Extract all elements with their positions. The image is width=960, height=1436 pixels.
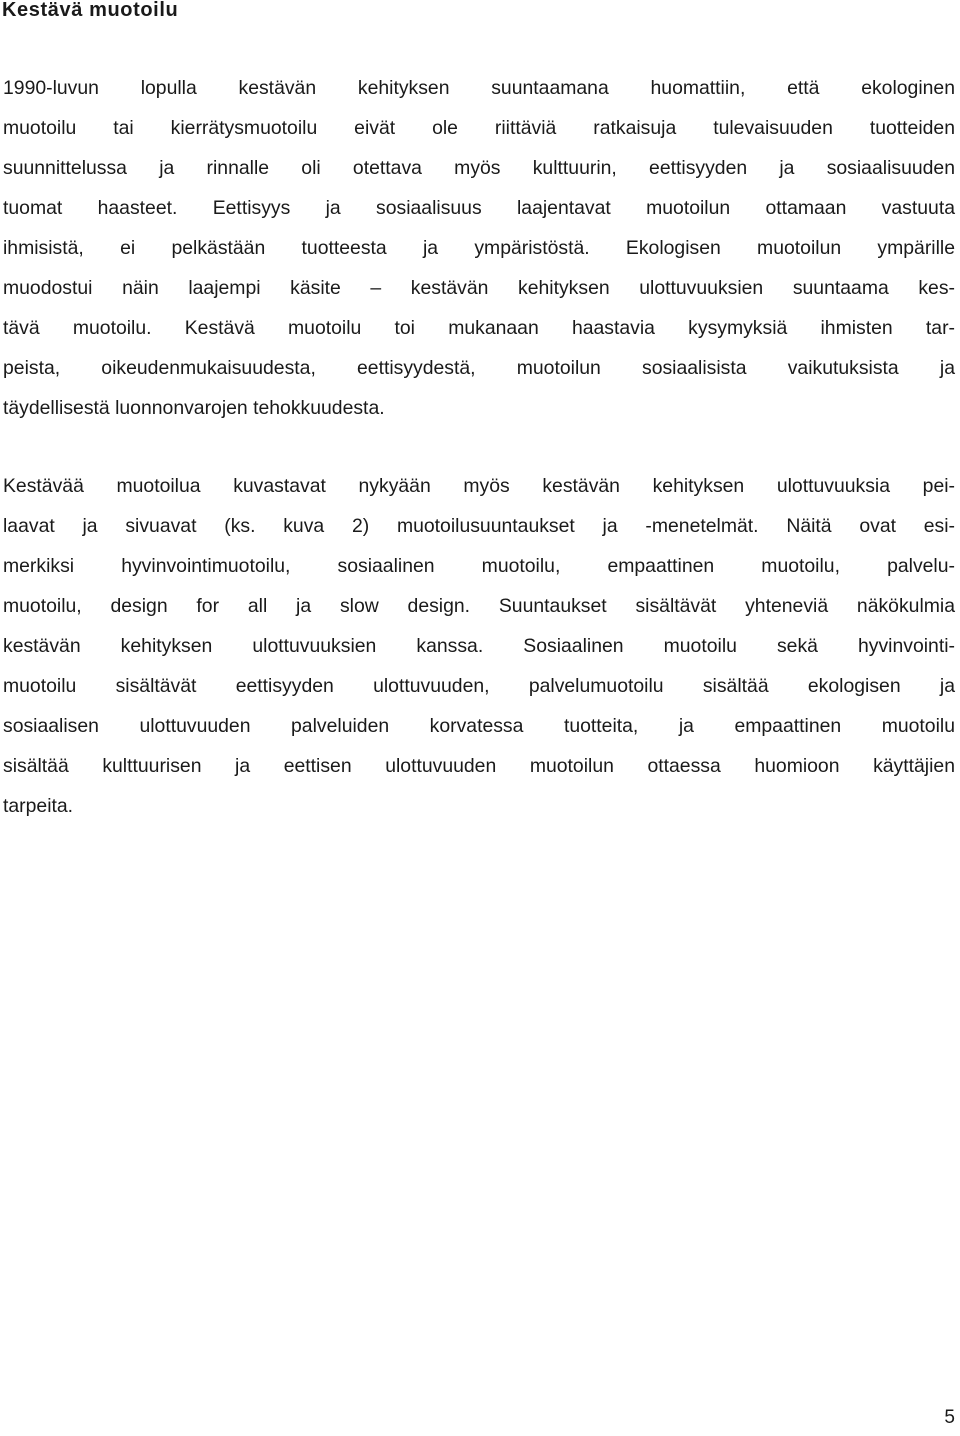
- section-heading: Kestävä muotoilu: [2, 0, 179, 21]
- text-line: tuomat haasteet. Eettisyys ja sosiaalisuus laajentavat muotoilun ottamaan vastuuta: [3, 197, 955, 219]
- paragraph-2: [3, 466, 955, 826]
- text-line: suunnittelussa ja rinnalle oli otettava myös kulttuurin, eettisyyden ja sosiaalisuuden: [3, 157, 955, 179]
- text-line: muodostui näin laajempi käsite – kestävän kehityksen ulottuvuuksien suuntaama kes-: [3, 277, 955, 299]
- paragraph-1: [3, 68, 955, 428]
- text-line: tävä muotoilu. Kestävä muotoilu toi mukanaan haastavia kysymyksiä ihmisten tar-: [3, 317, 955, 339]
- text-line: laavat ja sivuavat (ks. kuva 2) muotoilusuuntaukset ja -menetelmät. Näitä ovat esi-: [3, 515, 955, 537]
- text-line: muotoilu tai kierrätysmuotoilu eivät ole riittäviä ratkaisuja tulevaisuuden tuotteiden: [3, 117, 955, 139]
- page-number: 5: [944, 1407, 955, 1428]
- text-line: muotoilu sisältävät eettisyyden ulottuvuuden, palvelumuotoilu sisältää ekologisen ja: [3, 675, 955, 697]
- text-line: muotoilu, design for all ja slow design. Suuntaukset sisältävät yhteneviä näkökulmia: [3, 595, 955, 617]
- text-line: kestävän kehityksen ulottuvuuksien kanssa. Sosiaalinen muotoilu sekä hyvinvointi-: [3, 635, 955, 657]
- text-line: Kestävää muotoilua kuvastavat nykyään myös kestävän kehityksen ulottuvuuksia pei-: [3, 475, 955, 497]
- text-line: ihmisistä, ei pelkästään tuotteesta ja ympäristöstä. Ekologisen muotoilun ympärille: [3, 237, 955, 259]
- text-line: sisältää kulttuurisen ja eettisen ulottuvuuden muotoilun ottaessa huomioon käyttäjien: [3, 755, 955, 777]
- text-line: merkiksi hyvinvointimuotoilu, sosiaalinen muotoilu, empaattinen muotoilu, palvelu-: [3, 555, 955, 577]
- text-line: tarpeita.: [3, 795, 74, 817]
- text-line: täydellisestä luonnonvarojen tehokkuudesta.: [3, 397, 385, 419]
- text-line: peista, oikeudenmukaisuudesta, eettisyydestä, muotoilun sosiaalisista vaikutuksista ja: [3, 357, 955, 379]
- text-line: sosiaalisen ulottuvuuden palveluiden korvatessa tuotteita, ja empaattinen muotoilu: [3, 715, 955, 737]
- text-line: 1990-luvun lopulla kestävän kehityksen suuntaamana huomattiin, että ekologinen: [3, 77, 955, 99]
